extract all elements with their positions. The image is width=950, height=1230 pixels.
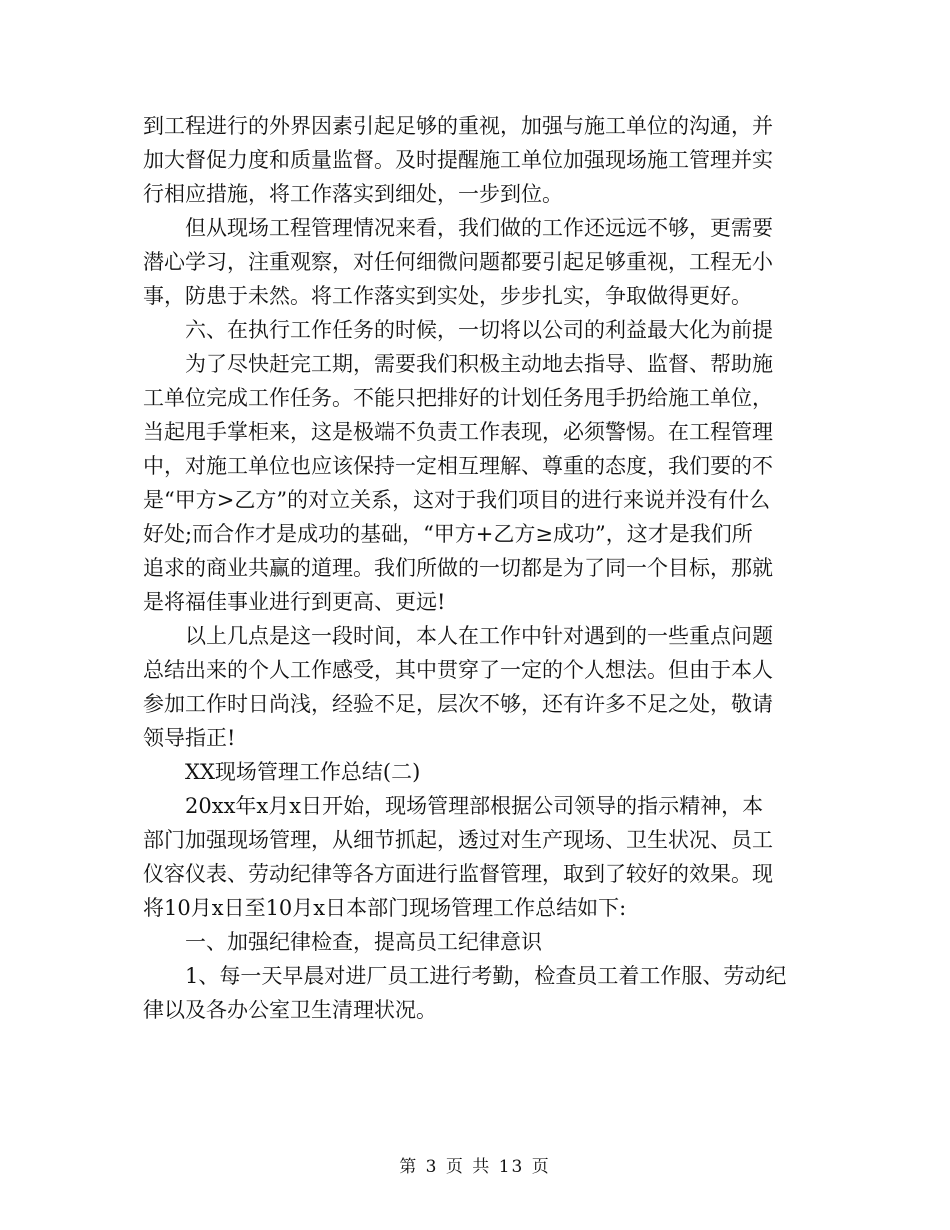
text-line: 六、在执行工作任务的时候，一切将以公司的利益最大化为前提 (185, 318, 773, 342)
text-line: 潜心学习，注重观察，对任何细微问题都要引起足够重视，工程无小 (143, 250, 773, 274)
text-line: 1、每一天早晨对进厂员工进行考勤，检查员工着工作服、劳动纪 (185, 964, 787, 988)
text-line: 事，防患于未然。将工作落实到实处，步步扎实，争取做得更好。 (143, 284, 752, 308)
text-line: 领导指正! (143, 726, 236, 750)
text-line: 部门加强现场管理，从细节抓起，透过对生产现场、卫生状况、员工 (143, 828, 773, 852)
text-line: 总结出来的个人工作感受，其中贯穿了一定的个人想法。但由于本人 (143, 658, 773, 682)
text-line: 到工程进行的外界因素引起足够的重视，加强与施工单位的沟通，并 (143, 114, 773, 138)
text-line: 仪容仪表、劳动纪律等各方面进行监督管理，取到了较好的效果。现 (143, 862, 773, 886)
text-line: 追求的商业共赢的道理。我们所做的一切都是为了同一个目标，那就 (143, 556, 773, 580)
text-line: 20xx年x月x日开始，现场管理部根据公司领导的指示精神，本 (185, 794, 764, 818)
text-line: 好处;而合作才是成功的基础，“甲方+乙方≥成功”，这才是我们所 (143, 522, 753, 546)
text-line: 工单位完成工作任务。不能只把排好的计划任务甩手扔给施工单位， (143, 386, 773, 410)
text-line: 律以及各办公室卫生清理状况。 (143, 998, 437, 1022)
page-number-footer: 第 3 页 共 13 页 (399, 1157, 551, 1177)
text-line: 参加工作时日尚浅，经验不足，层次不够，还有许多不足之处，敬请 (143, 692, 773, 716)
text-line: 加大督促力度和质量监督。及时提醒施工单位加强现场施工管理并实 (143, 148, 773, 172)
text-line: 是“甲方>乙方”的对立关系，这对于我们项目的进行来说并没有什么 (143, 488, 771, 512)
text-line: 是将福佳事业进行到更高、更远! (143, 590, 446, 614)
text-line: 一、加强纪律检查，提高员工纪律意识 (185, 930, 542, 954)
text-line: XX现场管理工作总结(二) (185, 760, 421, 784)
text-line: 但从现场工程管理情况来看，我们做的工作还远远不够，更需要 (185, 216, 773, 240)
document-body (143, 109, 813, 1027)
text-line: 以上几点是这一段时间，本人在工作中针对遇到的一些重点问题 (185, 624, 773, 648)
text-line: 将10月x日至10月x日本部门现场管理工作总结如下: (143, 896, 627, 920)
text-line: 中，对施工单位也应该保持一定相互理解、尊重的态度，我们要的不 (143, 454, 773, 478)
text-line: 为了尽快赶完工期，需要我们积极主动地去指导、监督、帮助施 (185, 352, 773, 376)
text-line: 当起甩手掌柜来，这是极端不负责工作表现，必须警惕。在工程管理 (143, 420, 773, 444)
text-line: 行相应措施，将工作落实到细处，一步到位。 (143, 182, 563, 206)
